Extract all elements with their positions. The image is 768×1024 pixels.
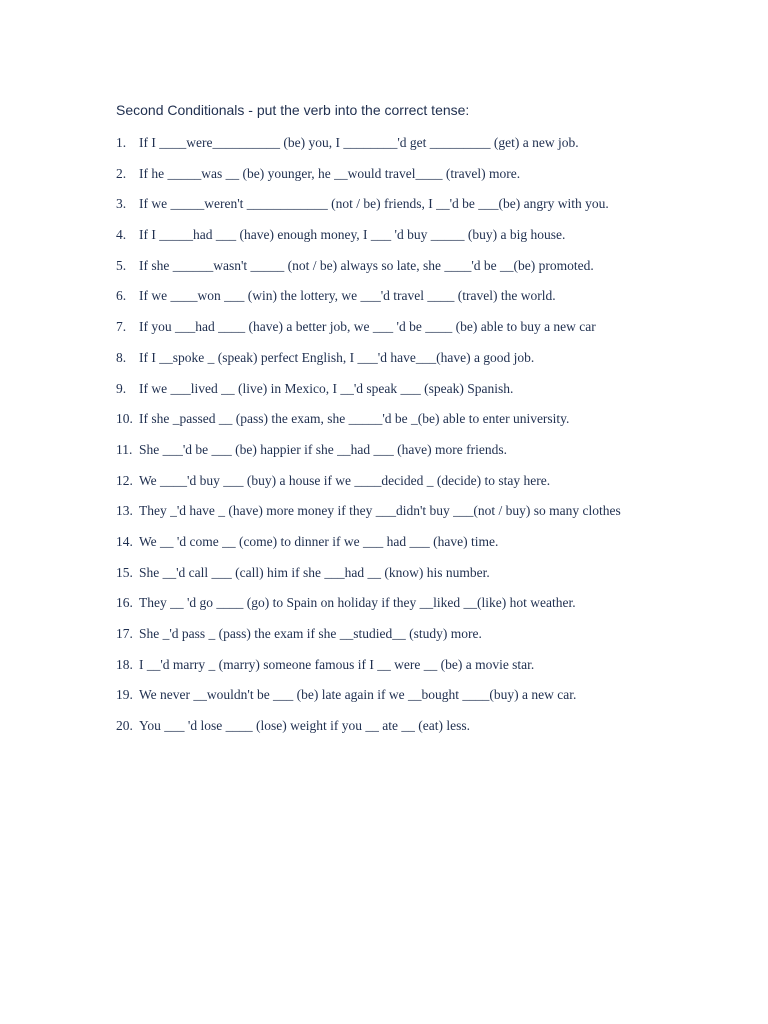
exercise-sentence: You ___ 'd lose ____ (lose) weight if you __ ate __ (eat) less. xyxy=(139,718,471,734)
exercise-number: 6. xyxy=(116,288,127,304)
exercise-number: 1. xyxy=(116,135,127,150)
exercise-number: 18. xyxy=(116,656,133,672)
exercise-number: 11. xyxy=(116,441,133,457)
exercise-number: 3. xyxy=(116,196,127,212)
exercise-sentence: She __'d call ___ (call) him if she ___had __ (know) his number. xyxy=(139,564,490,580)
exercise-sentence: She _'d pass _ (pass) the exam if she __studied__ (study) more. xyxy=(139,626,482,641)
exercise-sentence: If she _passed __ (pass) the exam, she _____'d be _(be) able to enter university. xyxy=(139,411,570,427)
exercise-sentence: If he _____was __ (be) younger, he __would travel____ (travel) more. xyxy=(139,165,521,181)
exercise-number: 12. xyxy=(116,472,133,488)
exercise-number: 14. xyxy=(116,533,133,549)
worksheet-title: Second Conditionals - put the verb into the correct tense: xyxy=(116,102,470,118)
exercise-number: 19. xyxy=(116,687,133,703)
exercise-number: 7. xyxy=(116,319,127,335)
exercise-number: 16. xyxy=(116,595,133,611)
exercise-number: 2. xyxy=(116,165,127,181)
exercise-sentence: We never __wouldn't be ___ (be) late again if we __bought ____(buy) a new car. xyxy=(139,687,577,703)
exercise-sentence: If we _____weren't ____________ (not / be) friends, I __'d be ___(be) angry with you. xyxy=(139,196,609,212)
exercise-number: 10. xyxy=(116,411,133,427)
exercise-sentence: If you ___had ____ (have) a better job, we ___ 'd be ____ (be) able to buy a new car xyxy=(139,319,596,335)
exercise-number: 20. xyxy=(116,718,133,734)
exercise-sentence: If I _____had ___ (have) enough money, I ___ 'd buy _____ (buy) a big house. xyxy=(139,227,566,243)
exercise-number: 5. xyxy=(116,257,127,273)
exercise-number: 15. xyxy=(116,564,133,580)
exercise-number: 9. xyxy=(116,380,127,396)
exercise-number: 4. xyxy=(116,227,127,243)
exercise-number: 17. xyxy=(116,626,133,641)
exercise-sentence: If she ______wasn't _____ (not / be) always so late, she ____'d be __(be) promoted. xyxy=(139,257,594,273)
exercise-sentence: We ____'d buy ___ (buy) a house if we ____decided _ (decide) to stay here. xyxy=(139,472,551,488)
exercise-sentence: We __ 'd come __ (come) to dinner if we ___ had ___ (have) time. xyxy=(139,533,499,549)
exercise-sentence: If we ____won ___ (win) the lottery, we ___'d travel ____ (travel) the world. xyxy=(139,288,556,304)
exercise-sentence: I __'d marry _ (marry) someone famous if I __ were __ (be) a movie star. xyxy=(139,656,535,672)
exercise-sentence: They _'d have _ (have) more money if they ___didn't buy ___(not / buy) so many clothes xyxy=(139,503,621,519)
exercise-number: 8. xyxy=(116,349,127,365)
exercise-sentence: If we ___lived __ (live) in Mexico, I __'d speak ___ (speak) Spanish. xyxy=(139,380,514,396)
exercise-sentence: They __ 'd go ____ (go) to Spain on holiday if they __liked __(like) hot weather. xyxy=(139,595,576,611)
exercise-sentence: She ___'d be ___ (be) happier if she __had ___ (have) more friends. xyxy=(139,441,507,457)
exercise-number: 13. xyxy=(116,503,133,519)
exercise-sentence: If I ____were__________ (be) you, I ________'d get _________ (get) a new job. xyxy=(139,135,579,150)
exercise-sentence: If I __spoke _ (speak) perfect English, I ___'d have___(have) a good job. xyxy=(139,349,535,365)
